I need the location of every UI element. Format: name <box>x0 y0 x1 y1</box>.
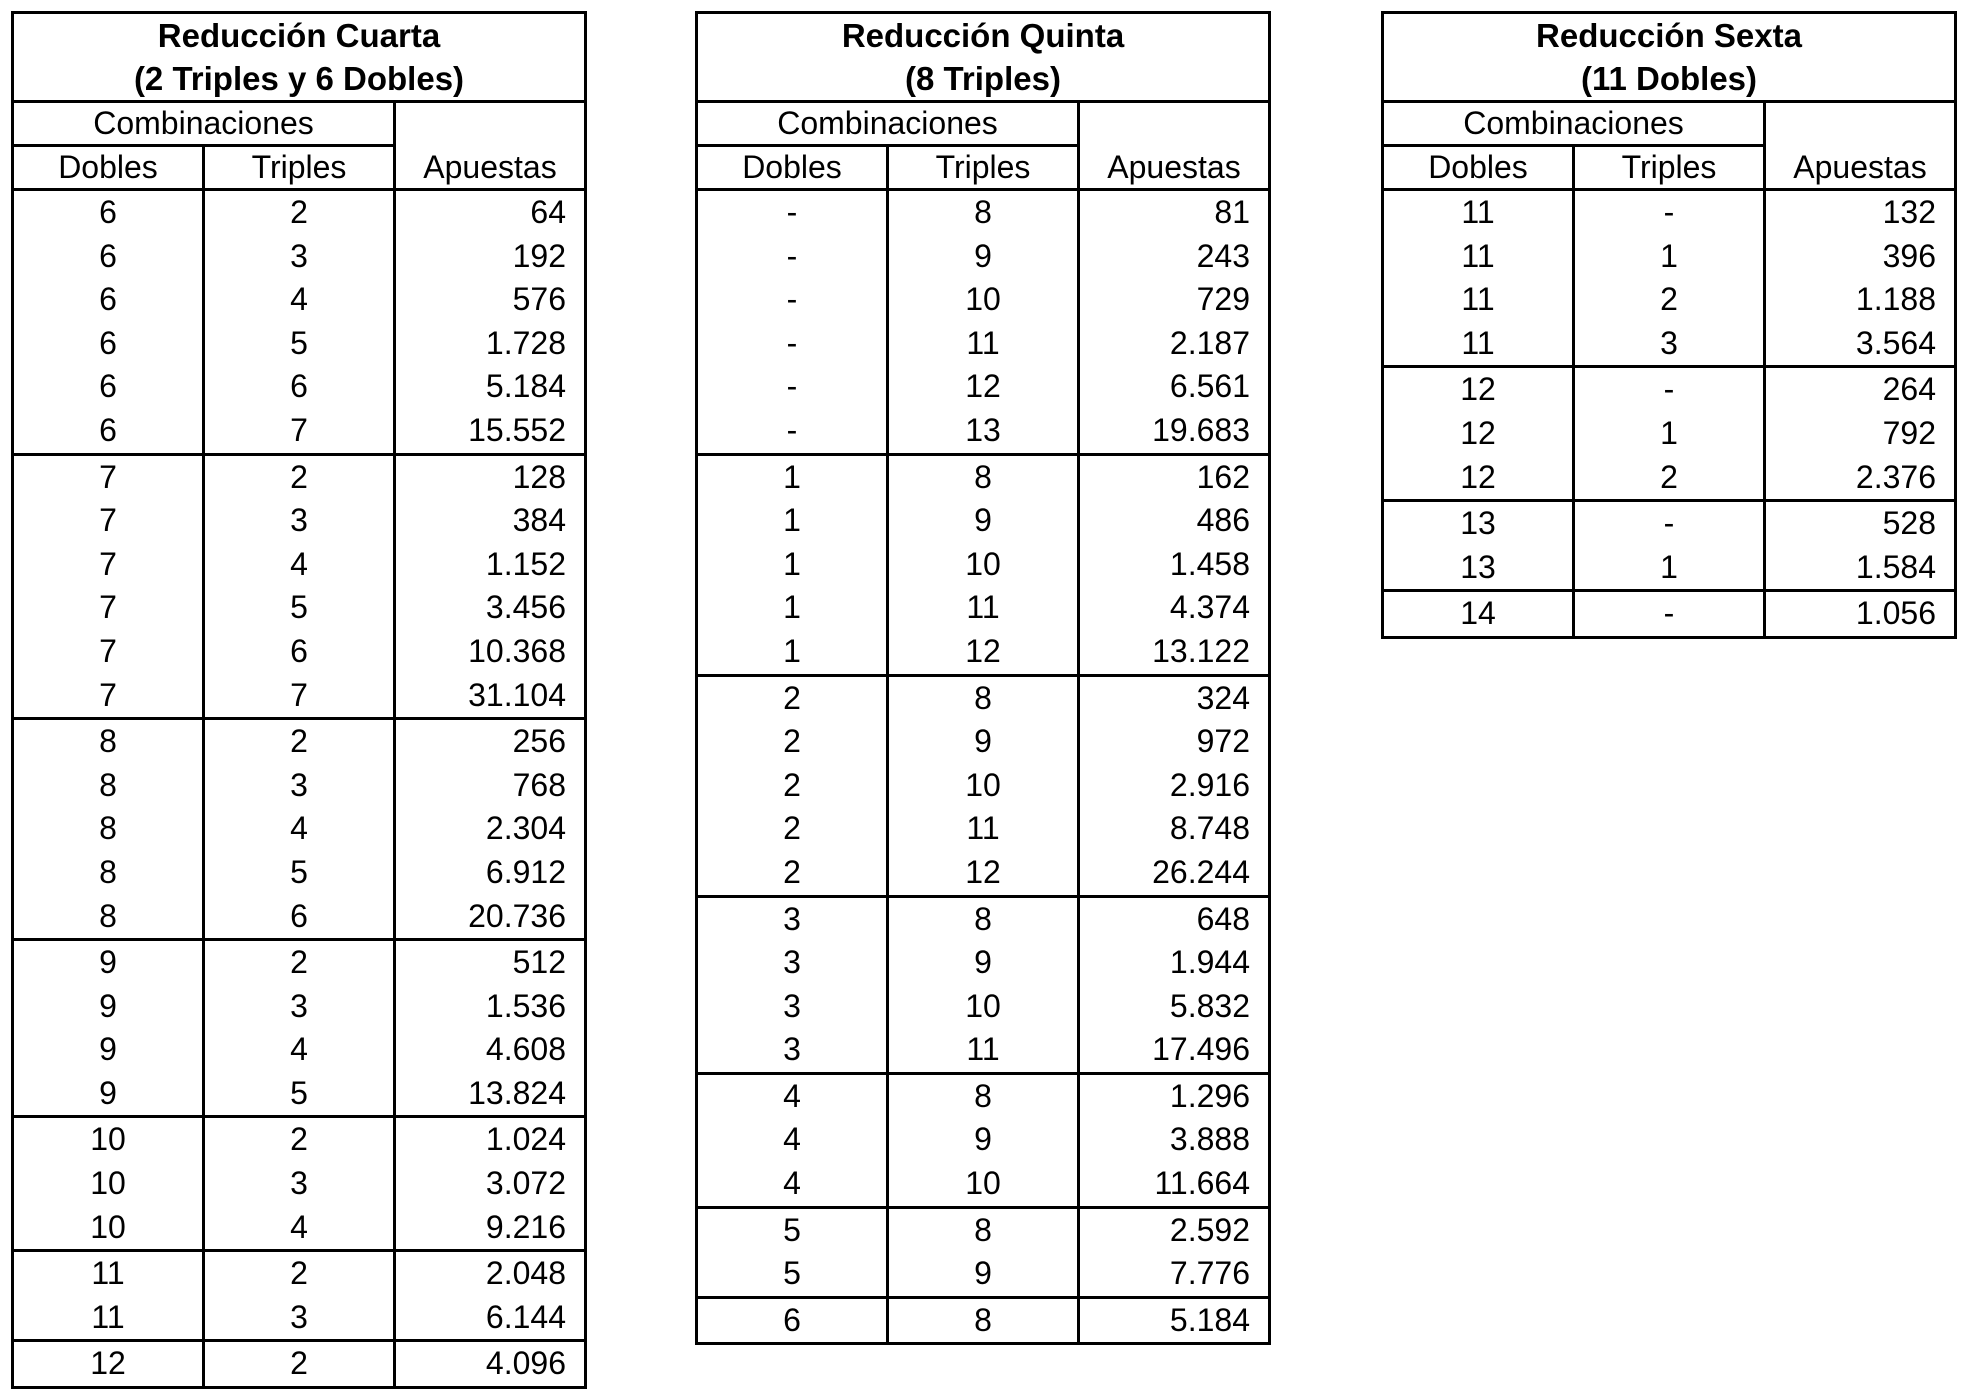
apuestas-cell: 1.536 <box>395 985 586 1029</box>
dobles-cell: 7 <box>13 586 204 630</box>
title-line-1: Reducción Quinta <box>841 17 1125 54</box>
triples-cell: 10 <box>888 278 1079 322</box>
table-row <box>697 807 1270 851</box>
table-row <box>1383 190 1956 235</box>
dobles-cell: 12 <box>1383 367 1574 412</box>
dobles-cell: 1 <box>697 454 888 499</box>
apuestas-cell: 26.244 <box>1079 851 1270 896</box>
dobles-cell: 3 <box>697 1028 888 1073</box>
apuestas-cell: 9.216 <box>395 1206 586 1251</box>
table-row <box>697 1162 1270 1207</box>
table-row <box>13 719 586 764</box>
table-row <box>1383 322 1956 367</box>
dobles-cell: 9 <box>13 940 204 985</box>
apuestas-cell: 384 <box>395 499 586 543</box>
triples-cell: 6 <box>204 365 395 409</box>
table-row <box>13 1206 586 1251</box>
dobles-cell: 10 <box>13 1117 204 1162</box>
dobles-cell: 14 <box>1383 591 1574 638</box>
dobles-cell: 2 <box>697 675 888 720</box>
dobles-cell: 11 <box>1383 278 1574 322</box>
table-body <box>13 190 586 1388</box>
triples-cell: 4 <box>204 1206 395 1251</box>
triples-cell: 5 <box>204 1072 395 1117</box>
dobles-header: Dobles <box>1383 146 1574 190</box>
table-reduccion-quinta <box>695 11 1271 1345</box>
table-body <box>1383 190 1956 638</box>
apuestas-cell: 1.728 <box>395 322 586 366</box>
table-row <box>13 985 586 1029</box>
dobles-cell: 10 <box>13 1206 204 1251</box>
triples-cell: 8 <box>888 675 1079 720</box>
table-row <box>697 586 1270 630</box>
triples-cell: 12 <box>888 630 1079 675</box>
triples-cell: 3 <box>204 764 395 808</box>
dobles-cell: - <box>697 278 888 322</box>
apuestas-cell: 396 <box>1765 235 1956 279</box>
dobles-cell: 8 <box>13 895 204 940</box>
triples-cell: 10 <box>888 1162 1079 1207</box>
combinaciones-header: Combinaciones <box>1383 102 1765 146</box>
dobles-cell: 10 <box>13 1162 204 1206</box>
table-row <box>697 499 1270 543</box>
triples-cell: 7 <box>204 674 395 719</box>
table-row <box>13 454 586 499</box>
dobles-cell: 11 <box>1383 322 1574 367</box>
apuestas-cell: 256 <box>395 719 586 764</box>
table-title <box>1383 13 1956 102</box>
dobles-cell: 8 <box>13 719 204 764</box>
table-row <box>13 1117 586 1162</box>
table-row <box>13 190 586 235</box>
triples-cell: 2 <box>204 1117 395 1162</box>
title-line-1: Reducción Cuarta <box>157 17 441 54</box>
table-row <box>697 1207 1270 1252</box>
table-row <box>13 764 586 808</box>
dobles-cell: 13 <box>1383 501 1574 546</box>
table-row <box>697 235 1270 279</box>
apuestas-cell: 31.104 <box>395 674 586 719</box>
triples-cell: 11 <box>888 586 1079 630</box>
triples-cell: 8 <box>888 190 1079 235</box>
dobles-header: Dobles <box>697 146 888 190</box>
apuestas-cell: 1.458 <box>1079 543 1270 587</box>
triples-cell: 2 <box>1574 456 1765 501</box>
apuestas-cell: 243 <box>1079 235 1270 279</box>
dobles-cell: 5 <box>697 1252 888 1297</box>
triples-header: Triples <box>1574 146 1765 190</box>
apuestas-cell: 648 <box>1079 896 1270 941</box>
table-row <box>697 1252 1270 1297</box>
table-row <box>697 675 1270 720</box>
dobles-cell: 3 <box>697 985 888 1029</box>
table-row <box>697 1073 1270 1118</box>
apuestas-cell: 1.024 <box>395 1117 586 1162</box>
table-row <box>13 235 586 279</box>
triples-cell: 12 <box>888 365 1079 409</box>
triples-cell: 8 <box>888 454 1079 499</box>
dobles-cell: 11 <box>1383 235 1574 279</box>
table-row <box>13 674 586 719</box>
triples-cell: 2 <box>204 719 395 764</box>
table-row <box>697 543 1270 587</box>
apuestas-cell: 19.683 <box>1079 409 1270 454</box>
dobles-cell: 6 <box>13 235 204 279</box>
table-row <box>697 896 1270 941</box>
apuestas-cell: 2.304 <box>395 807 586 851</box>
apuestas-cell: 792 <box>1765 412 1956 456</box>
apuestas-cell: 132 <box>1765 190 1956 235</box>
apuestas-cell: 2.048 <box>395 1251 586 1296</box>
apuestas-cell: 1.944 <box>1079 941 1270 985</box>
dobles-cell: 7 <box>13 454 204 499</box>
apuestas-cell: 2.916 <box>1079 764 1270 808</box>
table-row <box>13 322 586 366</box>
triples-cell: 3 <box>204 1162 395 1206</box>
dobles-cell: 2 <box>697 764 888 808</box>
triples-cell: 7 <box>204 409 395 454</box>
table-row <box>13 1296 586 1341</box>
dobles-cell: 7 <box>13 499 204 543</box>
triples-cell: 6 <box>204 895 395 940</box>
triples-cell: 5 <box>204 851 395 895</box>
table-row <box>697 454 1270 499</box>
triples-cell: 9 <box>888 499 1079 543</box>
table-row <box>1383 278 1956 322</box>
apuestas-cell: 2.592 <box>1079 1207 1270 1252</box>
table-body <box>697 190 1270 1344</box>
triples-header: Triples <box>888 146 1079 190</box>
triples-cell: 3 <box>204 1296 395 1341</box>
apuestas-cell: 128 <box>395 454 586 499</box>
dobles-header: Dobles <box>13 146 204 190</box>
apuestas-cell: 6.144 <box>395 1296 586 1341</box>
table-row <box>697 985 1270 1029</box>
apuestas-cell: 528 <box>1765 501 1956 546</box>
triples-cell: 3 <box>204 499 395 543</box>
apuestas-cell: 8.748 <box>1079 807 1270 851</box>
table-row <box>697 1118 1270 1162</box>
dobles-cell: 6 <box>13 190 204 235</box>
dobles-cell: 6 <box>13 365 204 409</box>
apuestas-cell: 6.912 <box>395 851 586 895</box>
triples-cell: 9 <box>888 1252 1079 1297</box>
table-row <box>13 630 586 674</box>
table-row <box>13 543 586 587</box>
triples-cell: 11 <box>888 807 1079 851</box>
apuestas-cell: 972 <box>1079 720 1270 764</box>
triples-cell: 2 <box>1574 278 1765 322</box>
triples-cell: 2 <box>204 1341 395 1388</box>
triples-cell: - <box>1574 367 1765 412</box>
triples-cell: 11 <box>888 1028 1079 1073</box>
apuestas-cell: 576 <box>395 278 586 322</box>
dobles-cell: - <box>697 322 888 366</box>
table-row <box>697 1028 1270 1073</box>
apuestas-cell: 1.584 <box>1765 546 1956 591</box>
apuestas-cell: 3.564 <box>1765 322 1956 367</box>
dobles-cell: - <box>697 409 888 454</box>
apuestas-cell: 5.832 <box>1079 985 1270 1029</box>
triples-cell: 3 <box>204 985 395 1029</box>
dobles-cell: 3 <box>697 941 888 985</box>
apuestas-cell: 729 <box>1079 278 1270 322</box>
table-reduccion-sexta <box>1381 11 1957 639</box>
apuestas-cell: 5.184 <box>395 365 586 409</box>
apuestas-cell: 1.296 <box>1079 1073 1270 1118</box>
apuestas-cell: 768 <box>395 764 586 808</box>
apuestas-cell: 4.374 <box>1079 586 1270 630</box>
triples-cell: 10 <box>888 543 1079 587</box>
table-row <box>1383 546 1956 591</box>
table-row <box>697 630 1270 675</box>
table-row <box>697 278 1270 322</box>
table-row <box>1383 367 1956 412</box>
apuestas-cell: 264 <box>1765 367 1956 412</box>
dobles-cell: 6 <box>13 409 204 454</box>
apuestas-cell: 20.736 <box>395 895 586 940</box>
triples-cell: 2 <box>204 190 395 235</box>
table-row <box>13 895 586 940</box>
apuestas-cell: 2.187 <box>1079 322 1270 366</box>
combinaciones-header: Combinaciones <box>13 102 395 146</box>
apuestas-cell: 81 <box>1079 190 1270 235</box>
table-row <box>697 941 1270 985</box>
table-row <box>13 851 586 895</box>
triples-cell: 9 <box>888 941 1079 985</box>
apuestas-cell: 324 <box>1079 675 1270 720</box>
dobles-cell: 2 <box>697 720 888 764</box>
triples-cell: 11 <box>888 322 1079 366</box>
title-line-2: (2 Triples y 6 Dobles) <box>133 60 465 97</box>
dobles-cell: 1 <box>697 499 888 543</box>
table-row <box>13 1251 586 1296</box>
dobles-cell: 7 <box>13 674 204 719</box>
dobles-cell: 4 <box>697 1118 888 1162</box>
dobles-cell: - <box>697 190 888 235</box>
triples-cell: 8 <box>888 1207 1079 1252</box>
dobles-cell: - <box>697 365 888 409</box>
table-row <box>697 190 1270 235</box>
triples-cell: 9 <box>888 235 1079 279</box>
table-row <box>1383 501 1956 546</box>
dobles-cell: 9 <box>13 1072 204 1117</box>
dobles-cell: 1 <box>697 543 888 587</box>
table-row <box>13 940 586 985</box>
triples-cell: 9 <box>888 1118 1079 1162</box>
triples-cell: 2 <box>204 1251 395 1296</box>
dobles-cell: 11 <box>13 1251 204 1296</box>
table-row <box>697 1297 1270 1344</box>
triples-cell: 2 <box>204 454 395 499</box>
table-row <box>13 409 586 454</box>
triples-header: Triples <box>204 146 395 190</box>
table-row <box>1383 412 1956 456</box>
dobles-cell: 4 <box>697 1073 888 1118</box>
apuestas-cell: 13.824 <box>395 1072 586 1117</box>
table-row <box>697 322 1270 366</box>
apuestas-cell: 17.496 <box>1079 1028 1270 1073</box>
triples-cell: 4 <box>204 807 395 851</box>
apuestas-cell: 4.096 <box>395 1341 586 1388</box>
dobles-cell: 12 <box>13 1341 204 1388</box>
apuestas-header: Apuestas <box>395 102 586 190</box>
table-row <box>13 499 586 543</box>
dobles-cell: 2 <box>697 807 888 851</box>
dobles-cell: 11 <box>1383 190 1574 235</box>
table-row <box>13 365 586 409</box>
title-line-2: (11 Dobles) <box>1580 60 1758 97</box>
triples-cell: 12 <box>888 851 1079 896</box>
apuestas-cell: 5.184 <box>1079 1297 1270 1344</box>
triples-cell: - <box>1574 501 1765 546</box>
table-row <box>1383 235 1956 279</box>
dobles-cell: 7 <box>13 543 204 587</box>
table-row <box>697 720 1270 764</box>
apuestas-cell: 13.122 <box>1079 630 1270 675</box>
apuestas-cell: 1.188 <box>1765 278 1956 322</box>
triples-cell: 4 <box>204 543 395 587</box>
triples-cell: 1 <box>1574 412 1765 456</box>
dobles-cell: 2 <box>697 851 888 896</box>
dobles-cell: 6 <box>13 322 204 366</box>
apuestas-cell: 512 <box>395 940 586 985</box>
dobles-cell: 6 <box>697 1297 888 1344</box>
table-row <box>13 1162 586 1206</box>
table-row <box>697 365 1270 409</box>
triples-cell: 3 <box>204 235 395 279</box>
triples-cell: - <box>1574 591 1765 638</box>
dobles-cell: 9 <box>13 1028 204 1072</box>
apuestas-cell: 3.456 <box>395 586 586 630</box>
apuestas-cell: 2.376 <box>1765 456 1956 501</box>
apuestas-cell: 64 <box>395 190 586 235</box>
triples-cell: 5 <box>204 322 395 366</box>
triples-cell: 6 <box>204 630 395 674</box>
apuestas-cell: 6.561 <box>1079 365 1270 409</box>
triples-cell: 8 <box>888 1297 1079 1344</box>
triples-cell: 13 <box>888 409 1079 454</box>
apuestas-header: Apuestas <box>1079 102 1270 190</box>
title-line-2: (8 Triples) <box>905 60 1061 97</box>
apuestas-cell: 3.072 <box>395 1162 586 1206</box>
table-row <box>13 278 586 322</box>
dobles-cell: 3 <box>697 896 888 941</box>
dobles-cell: 6 <box>13 278 204 322</box>
table-row <box>697 851 1270 896</box>
triples-cell: 8 <box>888 896 1079 941</box>
triples-cell: 4 <box>204 1028 395 1072</box>
triples-cell: 8 <box>888 1073 1079 1118</box>
dobles-cell: 5 <box>697 1207 888 1252</box>
apuestas-cell: 15.552 <box>395 409 586 454</box>
triples-cell: 5 <box>204 586 395 630</box>
table-row <box>13 1072 586 1117</box>
dobles-cell: 9 <box>13 985 204 1029</box>
dobles-cell: 13 <box>1383 546 1574 591</box>
table-row <box>1383 591 1956 638</box>
table-title <box>697 13 1270 102</box>
triples-cell: 10 <box>888 985 1079 1029</box>
dobles-cell: 12 <box>1383 456 1574 501</box>
apuestas-cell: 192 <box>395 235 586 279</box>
dobles-cell: 12 <box>1383 412 1574 456</box>
dobles-cell: 8 <box>13 764 204 808</box>
triples-cell: 2 <box>204 940 395 985</box>
triples-cell: 3 <box>1574 322 1765 367</box>
dobles-cell: 8 <box>13 807 204 851</box>
dobles-cell: 7 <box>13 630 204 674</box>
title-line-1: Reducción Sexta <box>1536 17 1802 54</box>
dobles-cell: 4 <box>697 1162 888 1207</box>
apuestas-header: Apuestas <box>1765 102 1956 190</box>
dobles-cell: 11 <box>13 1296 204 1341</box>
apuestas-cell: 1.152 <box>395 543 586 587</box>
dobles-cell: 1 <box>697 586 888 630</box>
dobles-cell: 1 <box>697 630 888 675</box>
apuestas-cell: 7.776 <box>1079 1252 1270 1297</box>
apuestas-cell: 4.608 <box>395 1028 586 1072</box>
apuestas-cell: 1.056 <box>1765 591 1956 638</box>
triples-cell: 9 <box>888 720 1079 764</box>
apuestas-cell: 10.368 <box>395 630 586 674</box>
table-title <box>13 13 586 102</box>
table-row <box>13 586 586 630</box>
triples-cell: 10 <box>888 764 1079 808</box>
apuestas-cell: 3.888 <box>1079 1118 1270 1162</box>
triples-cell: 1 <box>1574 546 1765 591</box>
table-row <box>697 409 1270 454</box>
table-row <box>13 1028 586 1072</box>
apuestas-cell: 162 <box>1079 454 1270 499</box>
table-row <box>697 764 1270 808</box>
table-row <box>13 807 586 851</box>
table-reduccion-cuarta <box>11 11 587 1389</box>
dobles-cell: - <box>697 235 888 279</box>
table-row <box>1383 456 1956 501</box>
combinaciones-header: Combinaciones <box>697 102 1079 146</box>
triples-cell: 4 <box>204 278 395 322</box>
triples-cell: 1 <box>1574 235 1765 279</box>
dobles-cell: 8 <box>13 851 204 895</box>
table-row <box>13 1341 586 1388</box>
triples-cell: - <box>1574 190 1765 235</box>
apuestas-cell: 11.664 <box>1079 1162 1270 1207</box>
apuestas-cell: 486 <box>1079 499 1270 543</box>
